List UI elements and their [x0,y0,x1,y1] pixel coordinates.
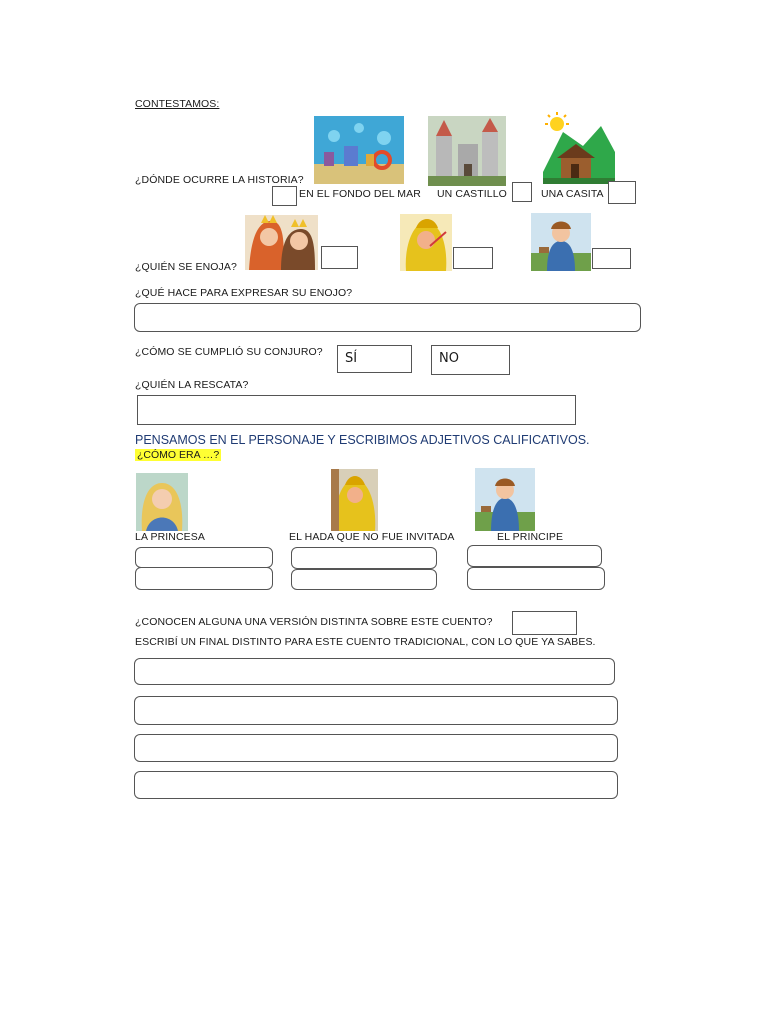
option-sea-label: EN EL FONDO DEL MAR [299,188,421,200]
checkbox-fairy[interactable] [453,247,493,269]
option-cottage-label: UNA CASITA [541,188,604,200]
checkbox-queen-king[interactable] [321,246,358,269]
fairy-icon [400,214,452,271]
section-heading: PENSAMOS EN EL PERSONAJE Y ESCRIBIMOS ADJETIVOS CALIFICATIVOS. [135,433,590,447]
adjective-field-princess-2[interactable] [135,567,273,590]
character-fairy-label: EL HADA QUE NO FUE INVITADA [289,531,455,543]
checkbox-cottage[interactable] [608,181,636,204]
question-where: ¿DÓNDE OCURRE LA HISTORIA? [135,174,304,186]
cottage-icon [543,112,615,184]
sea-scene-icon [314,116,404,184]
castle-icon [428,116,506,186]
question-rescue: ¿QUIÉN LA RESCATA? [135,379,249,391]
character-prince-label: EL PRINCIPE [497,531,564,543]
checkbox-sea[interactable] [272,186,297,206]
prince-icon [531,213,591,271]
adjective-field-prince-1[interactable] [467,545,602,567]
option-no-label: NO [439,351,459,366]
princess-icon [136,473,188,531]
adjective-field-fairy-1[interactable] [291,547,437,569]
answer-field-rescue[interactable] [137,395,576,425]
question-how-express: ¿QUÉ HACE PARA EXPRESAR SU ENOJO? [135,287,353,299]
checkbox-castle[interactable] [512,182,532,202]
ending-line-4[interactable] [134,771,618,799]
option-no-box[interactable] [431,345,510,375]
adjective-field-princess-1[interactable] [135,547,273,568]
option-yes-label: SÍ [345,351,358,366]
section-subheading: ¿CÓMO ERA …? [137,449,220,461]
prince-icon [475,468,535,531]
ending-line-3[interactable] [134,734,618,762]
question-who-angry: ¿QUIÉN SE ENOJA? [135,261,237,273]
page-title: CONTESTAMOS: [135,98,220,110]
question-spell: ¿CÓMO SE CUMPLIÓ SU CONJURO? [135,346,323,358]
adjective-field-fairy-2[interactable] [291,569,437,590]
checkbox-prince[interactable] [592,248,631,269]
option-yes-box[interactable] [337,345,412,373]
queen-king-icon [245,215,318,270]
adjective-field-prince-2[interactable] [467,567,605,590]
question-other-version: ¿CONOCEN ALGUNA UNA VERSIÓN DISTINTA SOBRE ESTE CUENTO? [135,616,493,628]
ending-line-2[interactable] [134,696,618,725]
answer-field-other-version[interactable] [512,611,577,635]
character-princess-label: LA PRINCESA [135,531,205,543]
question-different-ending: ESCRIBÍ UN FINAL DISTINTO PARA ESTE CUENTO TRADICIONAL, CON LO QUE YA SABES. [135,636,596,648]
option-castle-label: UN CASTILLO [437,188,507,200]
ending-line-1[interactable] [134,658,615,685]
fairy-icon [331,469,378,531]
answer-field-how-express[interactable] [134,303,641,332]
